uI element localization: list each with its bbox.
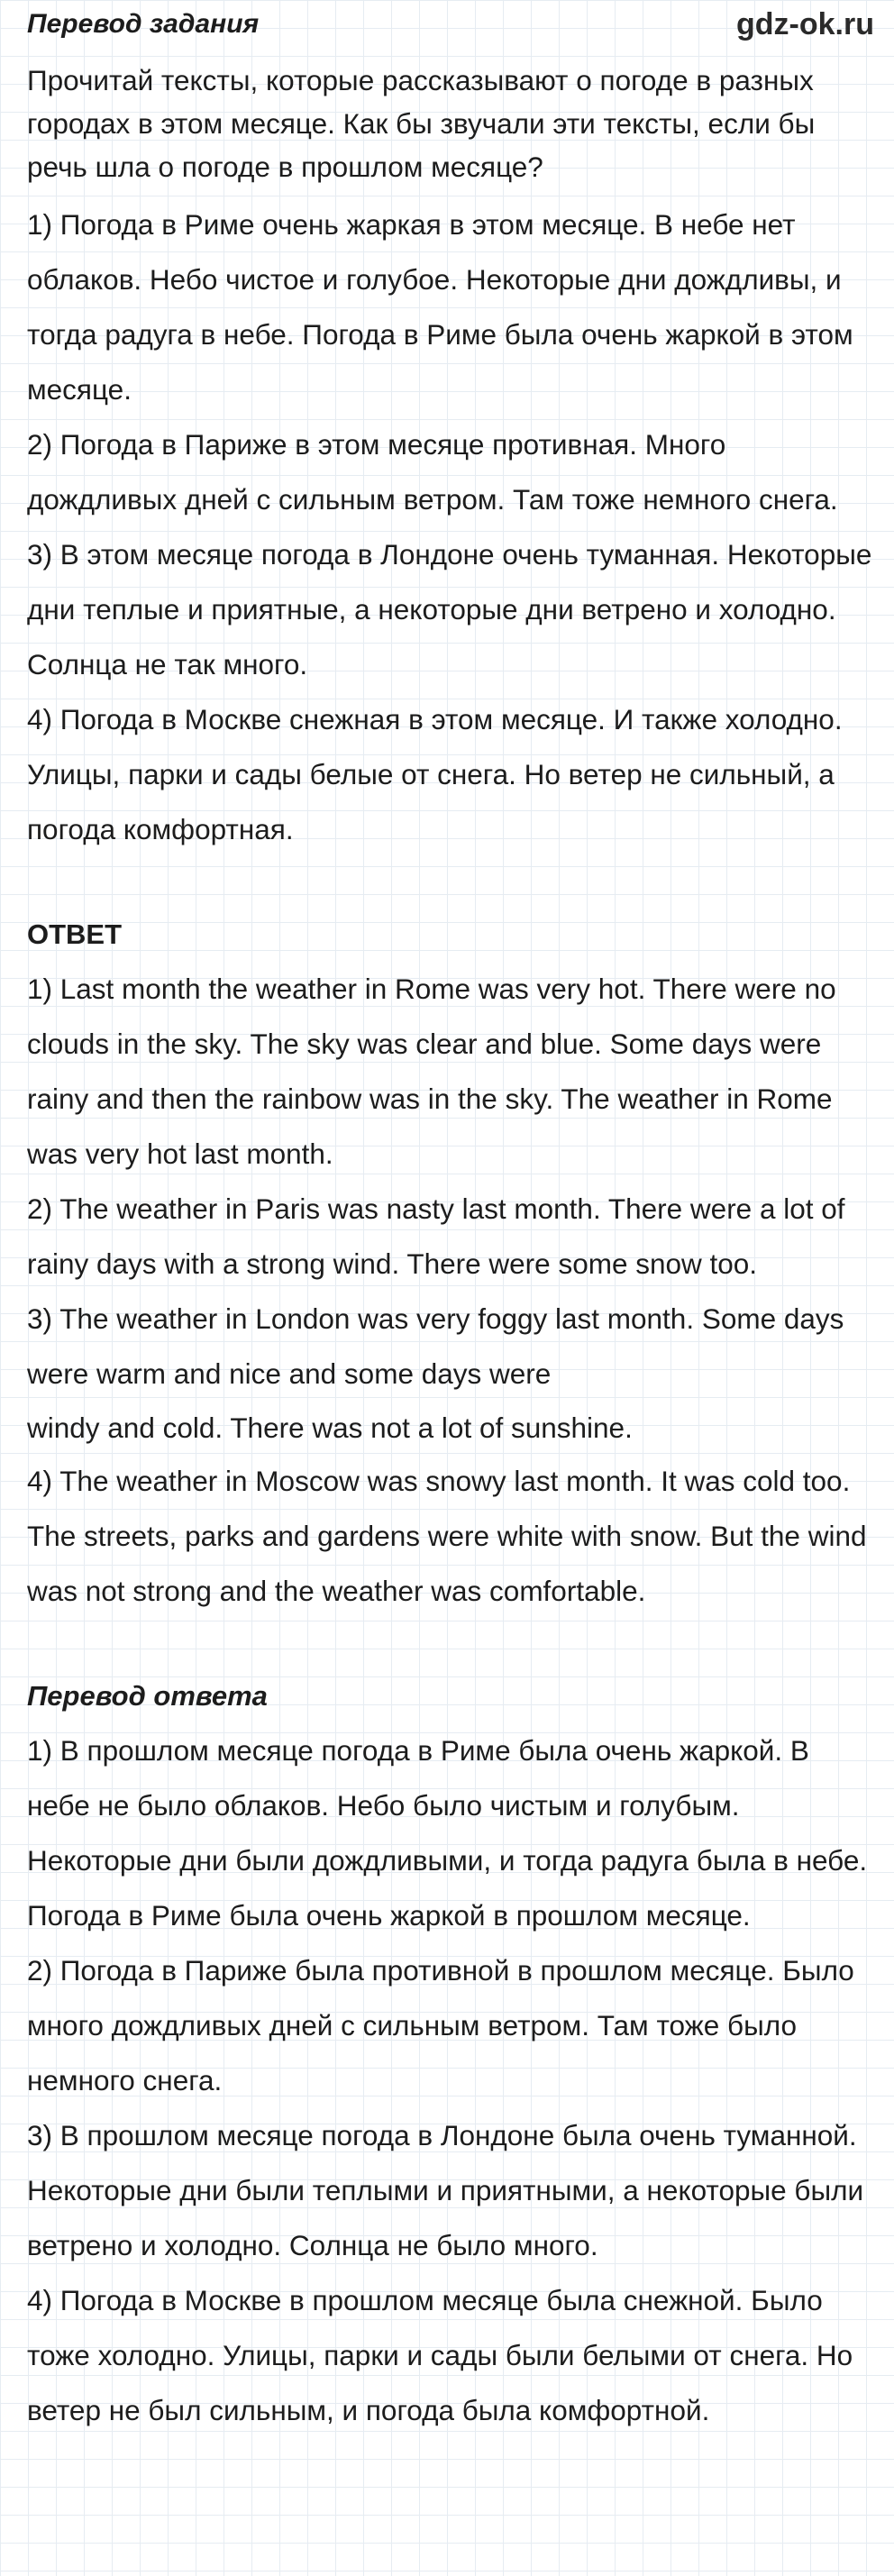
answer-translation-heading: Перевод ответа	[27, 1680, 268, 1712]
translation-item-2: 2) Погода в Париже была противной в прошлом месяце. Было много дождливых дней с сильным ветром. Там тоже было немного снега.	[27, 1954, 854, 2096]
answer-item-3: 3) The weather in London was very foggy last month. Some days were warm and nice and some days were	[27, 1302, 844, 1390]
page	[27, 0, 874, 2438]
answer-heading: ОТВЕТ	[27, 918, 123, 950]
header	[27, 0, 874, 52]
translation-item-3: 3) В прошлом месяце погода в Лондоне была очень туманной. Некоторые дни были теплыми и приятными, а некоторые были ветрено и холодно. Солнца не было много.	[27, 2119, 864, 2261]
answer-item-4: 4) The weather in Moscow was snowy last month. It was cold too. The streets, parks and gardens were white with snow. But the wind was not strong and the weather was comfortable.	[27, 1465, 867, 1607]
task-item-3: 3) В этом месяце погода в Лондоне очень туманная. Некоторые дни теплые и приятные, а некоторые дни ветрено и холодно. Солнца не так много.	[27, 538, 872, 681]
spacer	[27, 857, 874, 908]
spacer	[27, 1619, 874, 1669]
answer-item-2: 2) The weather in Paris was nasty last month. There were a lot of rainy days with a strong wind. There were some snow too.	[27, 1192, 845, 1280]
translation-item-1: 1) В прошлом месяце погода в Риме была очень жаркой. В небе не было облаков. Небо было чистым и голубым. Некоторые дни были дождливыми, и тогда радуга была в небе. Погода в Риме была очень жаркой в прошлом месяце.	[27, 1734, 868, 1932]
answer-item-1: 1) Last month the weather in Rome was very hot. There were no clouds in the sky. The sky was clear and blue. Some days were rainy and then the rainbow was in the sky. The weather in Rome was very hot last month.	[27, 973, 836, 1170]
task-item-4: 4) Погода в Москве снежная в этом месяце. И также холодно. Улицы, парки и сады белые от снега. Но ветер не сильный, а погода комфортная.	[27, 703, 843, 845]
translation-item-4: 4) Погода в Москве в прошлом месяце была снежной. Было тоже холодно. Улицы, парки и сады были белыми от снега. Но ветер не был сильным, и погода была комфортной.	[27, 2284, 853, 2426]
section-title-task-translation: Перевод задания	[27, 9, 260, 39]
task-intro: Прочитай тексты, которые рассказывают о погоде в разных городах в этом месяце. Как бы звучали эти тексты, если бы речь шла о погоде в прошлом месяце?	[27, 64, 816, 183]
site-logo[interactable]: gdz-ok.ru	[736, 7, 874, 41]
answer-item-3-continued: windy and cold. There was not a lot of sunshine.	[27, 1411, 633, 1444]
task-item-2: 2) Погода в Париже в этом месяце противная. Много дождливых дней с сильным ветром. Там тоже немного снега.	[27, 428, 838, 516]
task-item-1: 1) Погода в Риме очень жаркая в этом месяце. В небе нет облаков. Небо чистое и голубое. Некоторые дни дождливы, и тогда радуга в небе. Погода в Риме была очень жаркой в этом месяце.	[27, 208, 853, 406]
